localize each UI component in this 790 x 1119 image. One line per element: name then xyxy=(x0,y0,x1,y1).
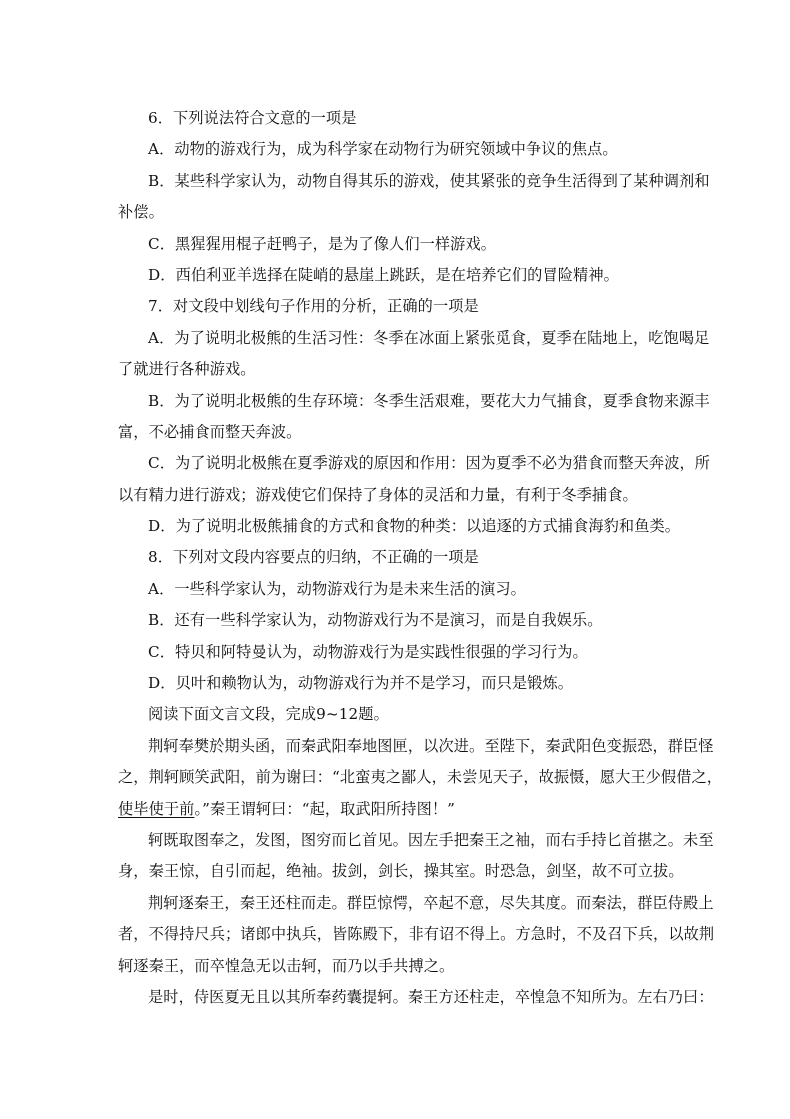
question-7-option-a-continued: 了就进行各种游戏。 xyxy=(118,360,256,379)
document-body xyxy=(118,103,723,1013)
classical-passage-line: 身，秦王惊，自引而起，绝袖。拔剑，剑长，操其室。时恐急，剑坚，故不可立拔。 xyxy=(118,862,684,881)
question-6-stem: 6．下列说法符合文意的一项是 xyxy=(148,109,357,127)
classical-passage-line: 是时，侍医夏无且以其所奉药囊提轲。秦王方还柱走，卒惶急不知所为。左右乃曰： xyxy=(148,987,714,1006)
classical-passage-line: 荆轲奉樊於期头函，而秦武阳奉地图匣，以次进。至陛下，秦武阳色变振恐，群臣怪 xyxy=(148,736,714,755)
underlined-sentence: 使毕使于前 xyxy=(118,799,195,818)
classical-passage-line xyxy=(118,794,674,825)
question-6-option-a: A．动物的游戏行为，成为科学家在动物行为研究领域中争议的焦点。 xyxy=(148,140,618,159)
question-7-option-b-continued: 富，不必捕食而整天奔波。 xyxy=(118,422,302,441)
question-7-option-c-continued: 以有精力进行游戏；游戏使它们保持了身体的灵活和力量，有利于冬季捕食。 xyxy=(118,485,638,504)
question-8-stem: 8．下列对文段内容要点的归纳，不正确的一项是 xyxy=(148,548,479,567)
question-6-option-b-continued: 补偿。 xyxy=(118,203,164,222)
classical-passage-line: 轲既取图奉之，发图，图穷而匕首见。因左手把秦王之袖，而右手持匕首揕之。未至 xyxy=(148,830,714,849)
question-7-stem: 7．对文段中划线句子作用的分析，正确的一项是 xyxy=(148,297,479,316)
classical-passage-line: 轲逐秦王，而卒惶急无以击轲，而乃以手共搏之。 xyxy=(118,956,455,975)
question-8-option-d: D．贝叶和赖物认为，动物游戏行为并不是学习，而只是锻炼。 xyxy=(148,674,574,693)
question-7-option-b: B．为了说明北极熊的生存环境：冬季生活艰难，要花大力气捕食，夏季食物来源丰 xyxy=(148,391,710,410)
question-8-option-c: C．特贝和阿特曼认为，动物游戏行为是实践性很强的学习行为。 xyxy=(148,642,588,661)
classical-passage-line: 荆轲逐秦王，秦王还柱而走。群臣惊愕，卒起不意，尽失其度。而秦法，群臣侍殿上 xyxy=(148,893,714,912)
classical-passage-line: 之，荆轲顾笑武阳，前为谢曰：“北蛮夷之鄙人，未尝见天子，故振慑，愿大王少假借之， xyxy=(118,768,723,787)
question-8-option-a: A．一些科学家认为，动物游戏行为是未来生活的演习。 xyxy=(148,579,526,598)
question-6-option-b: B．某些科学家认为，动物自得其乐的游戏，使其紧张的竞争生活得到了某种调剂和 xyxy=(148,171,710,190)
question-7-option-d: D．为了说明北极熊捕食的方式和食物的种类：以追逐的方式捕食海豹和鱼类。 xyxy=(148,517,681,536)
classical-reading-instruction: 阅读下面文言文段，完成9~12题。 xyxy=(148,705,389,724)
question-6-option-c: C．黑猩猩用棍子赶鸭子，是为了像人们一样游戏。 xyxy=(148,234,497,253)
question-7-option-c: C．为了说明北极熊在夏季游戏的原因和作用：因为夏季不必为猎食而整天奔波，所 xyxy=(148,454,711,473)
question-6-option-d: D．西伯利亚羊选择在陡峭的悬崖上跳跃，是在培养它们的冒险精神。 xyxy=(148,265,619,284)
question-8-option-b: B．还有一些科学家认为，动物游戏行为不是演习，而是自我娱乐。 xyxy=(148,611,603,630)
question-7-option-a: A．为了说明北极熊的生活习性：冬季在冰面上紧张觅食，夏季在陆地上，吃饱喝足 xyxy=(148,328,710,347)
passage-text: 。”秦王谓轲曰：“起，取武阳所持图！” xyxy=(194,799,456,818)
classical-passage-line: 者，不得持尺兵；诸郎中执兵，皆陈殿下，非有诏不得上。方急时，不及召下兵，以故荆 xyxy=(118,925,715,944)
